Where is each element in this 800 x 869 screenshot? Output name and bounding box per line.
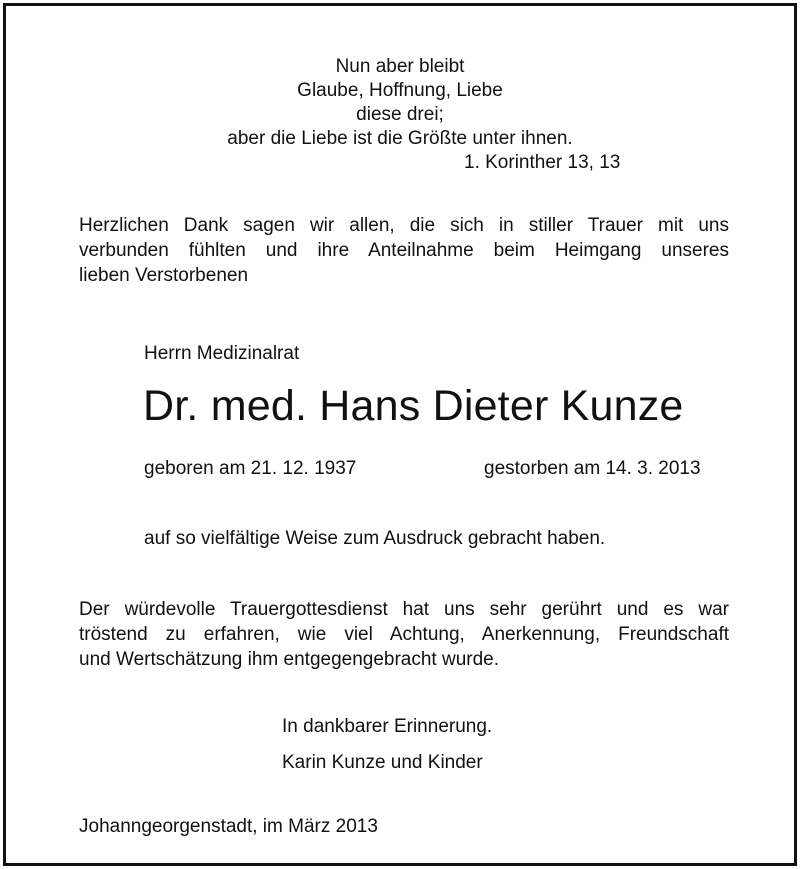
place-date: Johanngeorgenstadt, im März 2013 <box>79 816 378 837</box>
verse-line-4: aber die Liebe ist die Größte unter ihnen. <box>227 128 573 149</box>
death-date: gestorben am 14. 3. 2013 <box>484 458 701 479</box>
verse-line-2: Glaube, Hoffnung, Liebe <box>297 80 503 101</box>
signature: Karin Kunze und Kinder <box>282 752 483 773</box>
deceased-name: Dr. med. Hans Dieter Kunze <box>143 382 684 430</box>
service-paragraph <box>79 597 729 672</box>
service-line-2: tröstend zu erfahren, wie viel Achtung, Anerkennung, Freundschaft <box>79 624 729 645</box>
deceased-title: Herrn Medizinalrat <box>144 343 300 364</box>
verse-line-3: diese drei; <box>356 104 444 125</box>
birth-date: geboren am 21. 12. 1937 <box>144 458 357 479</box>
expression-line: auf so vielfältige Weise zum Ausdruck gebracht haben. <box>144 528 606 549</box>
service-line-1: Der würdevolle Trauergottesdienst hat uns sehr gerührt und es war <box>79 599 729 620</box>
closing-line: In dankbarer Erinnerung. <box>282 716 493 737</box>
thanks-paragraph <box>79 213 729 288</box>
verse-line-1: Nun aber bleibt <box>335 56 465 77</box>
bible-verse <box>6 55 794 173</box>
thanks-line-1: Herzlichen Dank sagen wir allen, die sich in stiller Trauer mit uns <box>79 215 729 236</box>
service-line-3: und Wertschätzung ihm entgegengebracht wurde. <box>79 649 500 670</box>
thanks-line-3: lieben Verstorbenen <box>79 265 249 286</box>
verse-reference: 1. Korinther 13, 13 <box>464 152 621 173</box>
thanks-line-2: verbunden fühlten und ihre Anteilnahme beim Heimgang unseres <box>79 240 729 261</box>
obituary-notice <box>3 3 797 866</box>
